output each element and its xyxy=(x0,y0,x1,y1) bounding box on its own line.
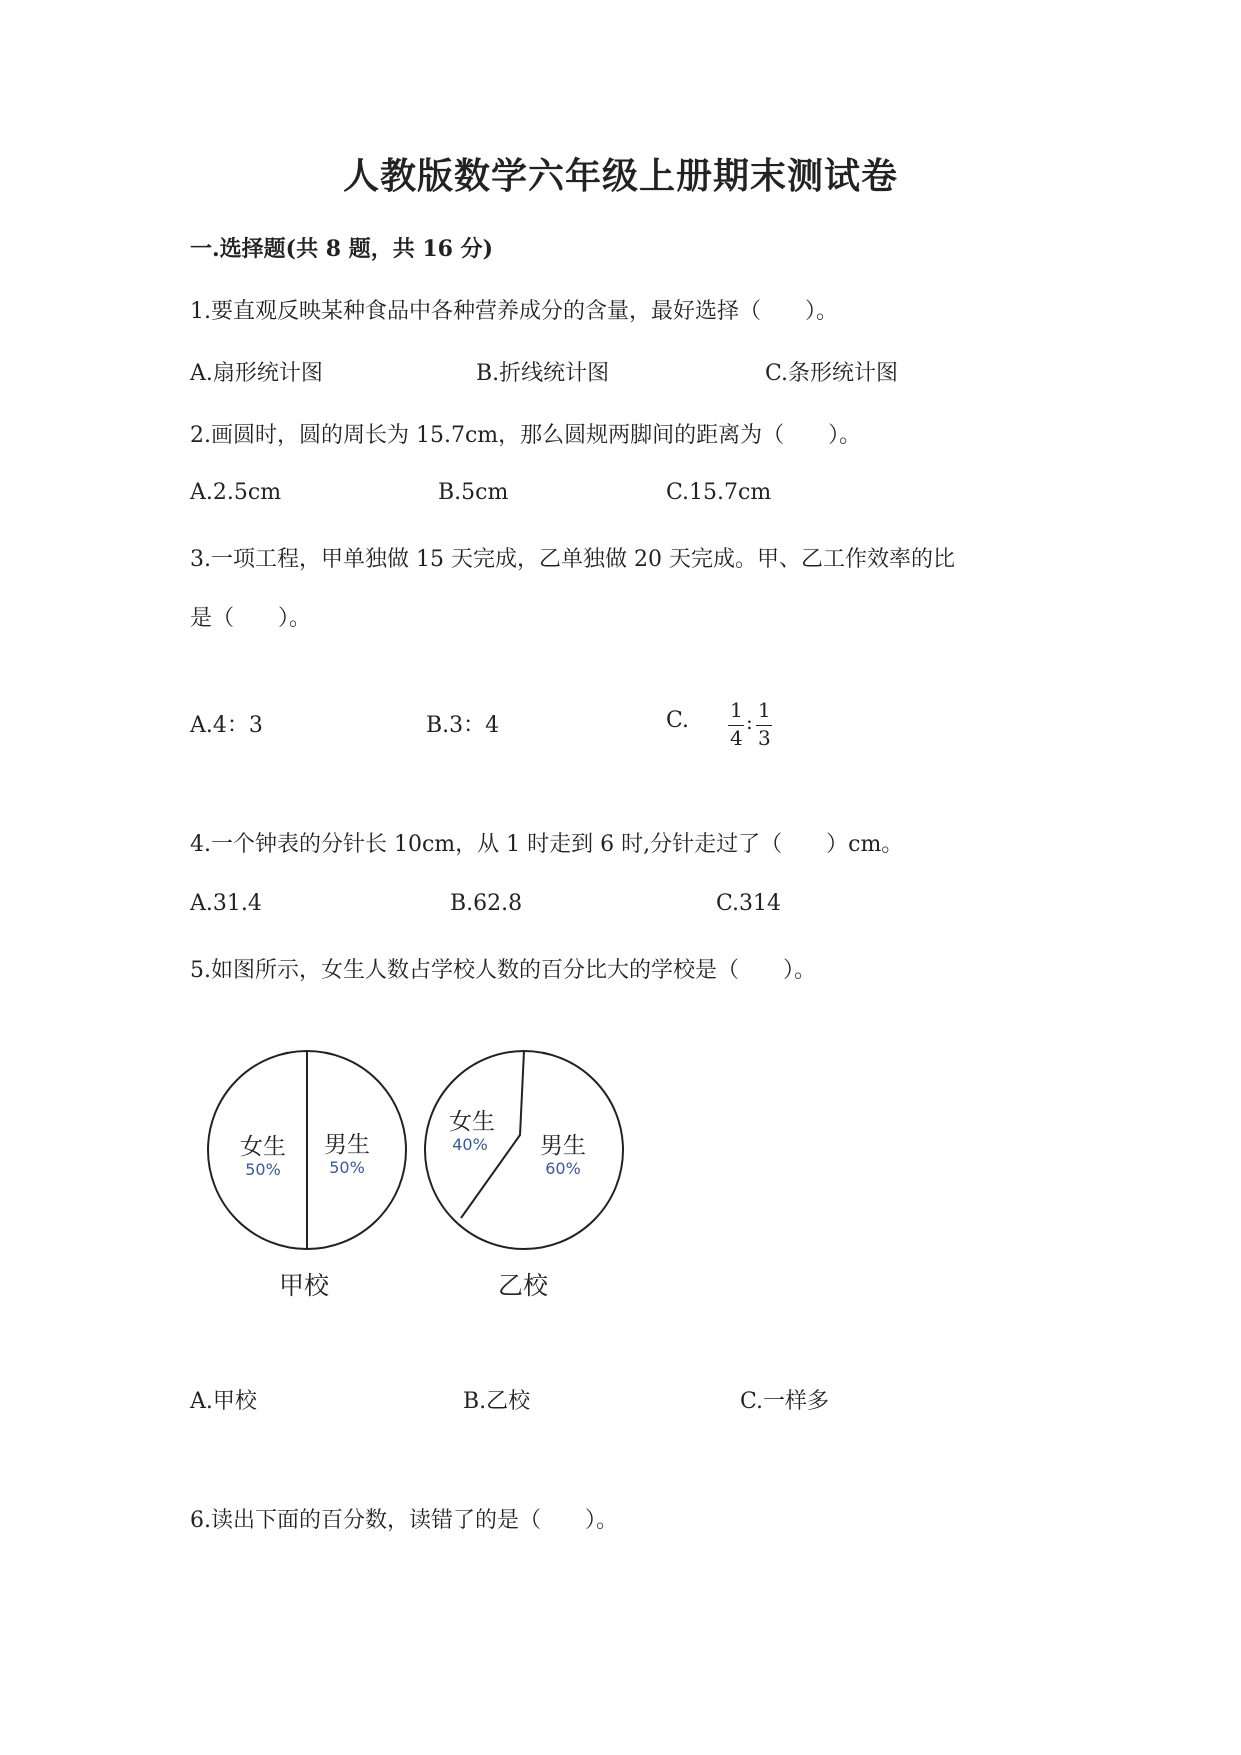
fraction-bar-1 xyxy=(728,725,744,726)
pie-yi-boys-label: 男生 xyxy=(540,1133,586,1159)
q3-option-a: A.4：3 xyxy=(190,713,263,738)
question-5: 5.如图所示，女生人数占学校人数的百分比大的学校是（ ）。 xyxy=(190,958,816,983)
q3-option-c-fraction xyxy=(728,700,776,750)
q3-option-b: B.3：4 xyxy=(426,713,500,738)
page-title: 人教版数学六年级上册期末测试卷 xyxy=(342,155,898,197)
question-1: 1.要直观反映某种食品中各种营养成分的含量，最好选择（ ）。 xyxy=(190,299,838,324)
section-heading: 一.选择题(共 8 题，共 16 分) xyxy=(190,236,494,262)
pie-jia-girls-pct: 50% xyxy=(245,1160,281,1179)
q5-option-c: C.一样多 xyxy=(740,1389,830,1414)
question-3-line2: 是（ ）。 xyxy=(190,606,312,631)
pie-school-jia xyxy=(208,1051,406,1300)
fraction-numerator-2: 1 xyxy=(758,698,771,722)
question-2: 2.画圆时，圆的周长为 15.7cm，那么圆规两脚间的距离为（ ）。 xyxy=(190,423,862,448)
pie-jia-boys-pct: 50% xyxy=(329,1158,365,1177)
q1-option-b: B.折线统计图 xyxy=(476,361,610,386)
question-6: 6.读出下面的百分数，读错了的是（ ）。 xyxy=(190,1508,618,1533)
pie-jia-boys-label: 男生 xyxy=(324,1132,370,1158)
fraction-denominator-2: 3 xyxy=(758,726,771,750)
question-3-line1: 3.一项工程，甲单独做 15 天完成，乙单独做 20 天完成。甲、乙工作效率的比 xyxy=(190,547,955,572)
pie-yi-girls-pct: 40% xyxy=(452,1135,488,1154)
fraction-denominator-1: 4 xyxy=(730,726,743,750)
fraction-bar-2 xyxy=(756,725,772,726)
q5-option-a: A.甲校 xyxy=(190,1389,257,1414)
q5-option-b: B.乙校 xyxy=(463,1389,531,1414)
pie-yi-boys-pct: 60% xyxy=(545,1159,581,1178)
fraction-ratio-sign: : xyxy=(746,710,753,734)
q2-option-a: A.2.5cm xyxy=(190,480,282,505)
q1-option-a: A.扇形统计图 xyxy=(190,361,323,386)
q3-option-c: C. xyxy=(666,708,690,733)
q1-option-c: C.条形统计图 xyxy=(765,361,899,386)
pie-jia-school-label: 甲校 xyxy=(278,1271,330,1300)
pie-yi-school-label: 乙校 xyxy=(497,1271,549,1300)
q4-option-a: A.31.4 xyxy=(190,891,262,916)
pie-jia-girls-label: 女生 xyxy=(240,1134,286,1160)
fraction-numerator-1: 1 xyxy=(730,698,743,722)
school-pie-charts xyxy=(190,1040,650,1310)
q4-option-c: C.314 xyxy=(716,891,782,916)
q2-option-b: B.5cm xyxy=(438,480,509,505)
question-4: 4.一个钟表的分针长 10cm，从 1 时走到 6 时,分针走过了（ ）cm。 xyxy=(190,832,904,857)
pie-school-yi xyxy=(425,1051,623,1300)
q4-option-b: B.62.8 xyxy=(450,891,523,916)
q2-option-c: C.15.7cm xyxy=(666,480,772,505)
pie-yi-girls-label: 女生 xyxy=(449,1109,495,1135)
